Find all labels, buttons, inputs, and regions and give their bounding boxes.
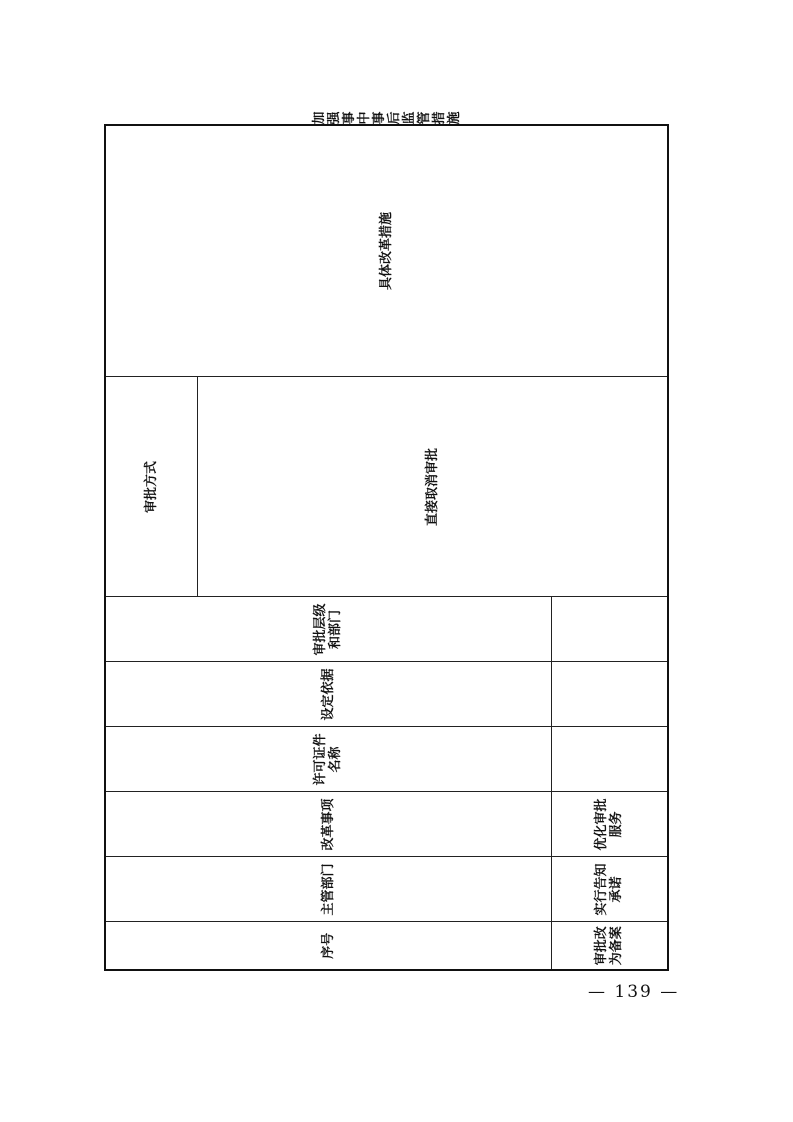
header-m2: 审批改为备案 — [551, 922, 668, 970]
header-dept: 主管部门 — [105, 857, 551, 922]
header-empty-5 — [551, 662, 668, 727]
header-seq: 序号 — [105, 922, 551, 970]
header-empty-6 — [551, 597, 668, 662]
header-m3: 实行告知承诺 — [551, 857, 668, 922]
reform-items-table — [104, 111, 669, 971]
header-basis: 设定依据 — [105, 662, 551, 727]
header-m4: 优化审批服务 — [551, 792, 668, 857]
header-method-group: 审批方式 — [105, 377, 198, 597]
header-m1: 直接取消审批 — [198, 377, 668, 597]
header-item: 改革事项 — [105, 792, 551, 857]
header-measures: 具体改革措施 — [105, 125, 668, 377]
rotated-table-container — [104, 111, 669, 971]
header-license: 许可证件名称 — [105, 727, 551, 792]
header-row-1: 序号 主管部门 改革事项 许可证件名称 设定依据 审批层级和部门 审批方式 具体改革措施 加强事中事后监管措施 — [105, 125, 198, 970]
header-level: 审批层级和部门 — [105, 597, 551, 662]
page-number: — 139 — — [588, 982, 680, 1002]
header-empty-4 — [551, 727, 668, 792]
